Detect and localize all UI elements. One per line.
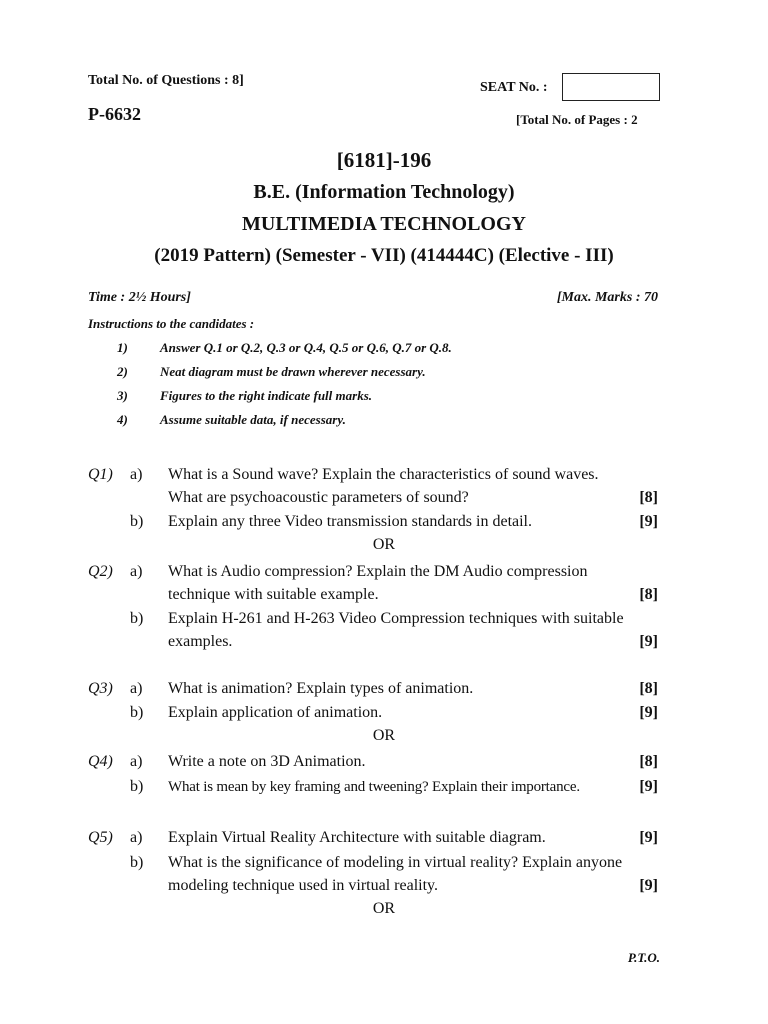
question-text: What is a Sound wave? Explain the characteristics of sound waves. (168, 466, 599, 483)
question-text: Explain application of animation. (168, 704, 383, 721)
question-number: Q2) (88, 563, 113, 580)
subject-title: MULTIMEDIA TECHNOLOGY (242, 213, 526, 235)
marks-badge: [9] (639, 513, 658, 530)
marks-badge: [8] (639, 586, 658, 603)
subquestion-label: b) (130, 610, 144, 627)
or-separator: OR (372, 727, 396, 744)
pattern-title: (2019 Pattern) (Semester - VII) (414444C) (Elective - III) (154, 245, 614, 266)
marks-badge: [9] (639, 829, 658, 846)
degree-title: B.E. (Information Technology) (253, 181, 515, 203)
pto-label: P.T.O. (627, 950, 660, 965)
subquestion-label: b) (130, 854, 144, 871)
marks-badge: [9] (639, 633, 658, 650)
question-text: What is the significance of modeling in virtual reality? Explain anyone (168, 854, 623, 871)
instruction-num: 1) (117, 340, 128, 355)
total-pages: [Total No. of Pages : 2 (516, 112, 638, 127)
subquestion-label: a) (130, 829, 143, 846)
time-label: Time : 2½ Hours] (88, 290, 191, 305)
instruction-text: Neat diagram must be drawn wherever necessary. (160, 364, 426, 379)
question-text: examples. (168, 633, 233, 650)
marks-badge: [8] (639, 489, 658, 506)
marks-badge: [9] (639, 704, 658, 721)
total-questions: Total No. of Questions : 8] (88, 73, 244, 88)
subquestion-label: b) (130, 704, 144, 721)
subquestion-label: a) (130, 466, 143, 483)
subquestion-label: a) (130, 563, 143, 580)
subquestion-label: a) (130, 680, 143, 697)
question-text: modeling technique used in virtual reality. (168, 877, 438, 894)
question-text: Explain H-261 and H-263 Video Compression techniques with suitable (168, 610, 624, 627)
seat-label: SEAT No. : (480, 80, 548, 95)
question-number: Q3) (88, 680, 113, 697)
marks-badge: [9] (639, 877, 658, 894)
or-separator: OR (372, 536, 396, 553)
marks-badge: [9] (639, 778, 658, 795)
question-text: What is mean by key framing and tweening? Explain their importance. (168, 779, 580, 795)
question-number: Q4) (88, 753, 113, 770)
instruction-text: Assume suitable data, if necessary. (160, 412, 346, 427)
or-separator: OR (372, 900, 396, 917)
paper-code: P-6632 (88, 104, 141, 124)
question-text: What is Audio compression? Explain the DM Audio compression (168, 563, 588, 580)
instruction-text: Figures to the right indicate full marks. (160, 388, 373, 403)
subquestion-label: b) (130, 778, 144, 795)
question-text: Explain Virtual Reality Architecture with suitable diagram. (168, 829, 546, 846)
question-text: What are psychoacoustic parameters of sound? (168, 489, 469, 506)
exam-code: [6181]-196 (336, 148, 432, 172)
marks-badge: [8] (639, 753, 658, 770)
question-text: Write a note on 3D Animation. (168, 753, 366, 770)
instruction-num: 3) (117, 388, 128, 403)
question-number: Q1) (88, 466, 113, 483)
question-text: What is animation? Explain types of animation. (168, 680, 474, 697)
instruction-num: 2) (117, 364, 128, 379)
instruction-text: Answer Q.1 or Q.2, Q.3 or Q.4, Q.5 or Q.6, Q.7 or Q.8. (160, 340, 452, 355)
seat-number-box[interactable] (562, 73, 660, 101)
subquestion-label: b) (130, 513, 144, 530)
question-text: Explain any three Video transmission standards in detail. (168, 513, 532, 530)
max-marks-label: [Max. Marks : 70 (556, 290, 658, 305)
question-number: Q5) (88, 829, 113, 846)
question-text: technique with suitable example. (168, 586, 379, 603)
instruction-num: 4) (117, 412, 128, 427)
marks-badge: [8] (639, 680, 658, 697)
subquestion-label: a) (130, 753, 143, 770)
instructions-heading: Instructions to the candidates : (88, 316, 255, 331)
